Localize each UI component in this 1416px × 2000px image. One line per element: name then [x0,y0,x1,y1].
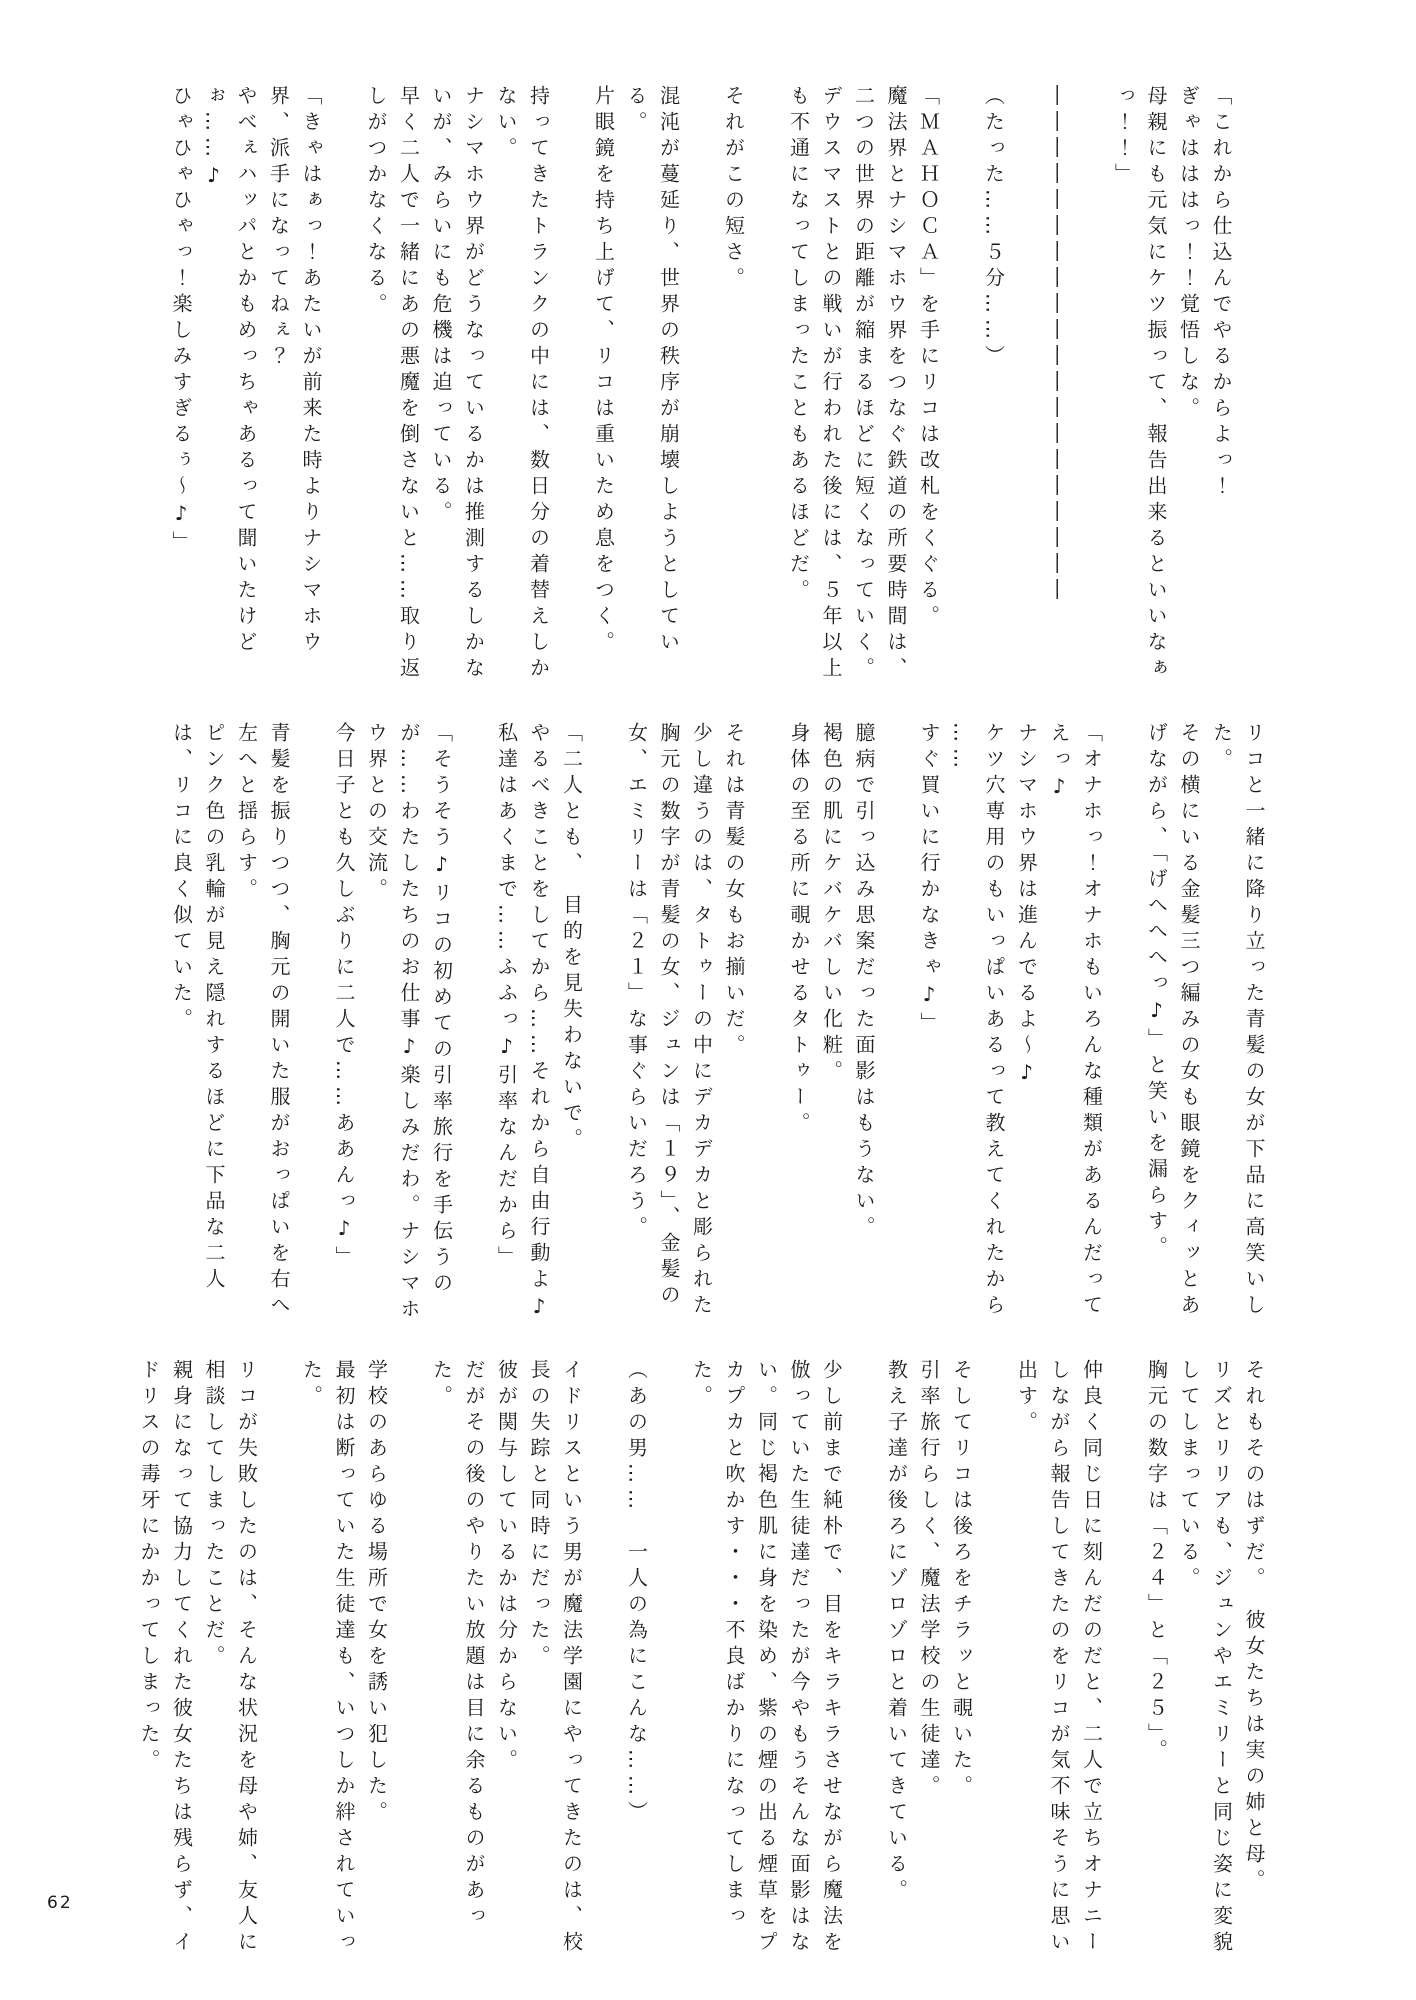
blank-line [1108,722,1141,1324]
blank-line [588,1359,621,1961]
text-line: そしてリコは後ろをチラッと覗いた。 [949,1359,974,1801]
text-line: 混沌が蔓延り、世界の秩序が崩壊しようとしている。 [624,85,681,657]
blank-line [555,85,588,687]
blank-line [393,1359,426,1961]
blank-line [685,85,718,687]
blank-line [880,722,913,1324]
text-line: 褐色の肌にケバケバしい化粧。 [819,722,844,1086]
text-line: その横にいる金髪三つ編みの女も眼鏡をクィッとあげながら、「げへへへっ♪」と笑いを漏らす。 [1144,722,1201,1320]
text-line: リコと一緒に降り立った青髪の女が下品に高笑いした。 [1209,722,1266,1320]
text-line: 最初は断っていた生徒達も、いつしか絆されていった。 [299,1359,356,1957]
blank-line [978,1359,1011,1961]
text-line: 胸元の数字は「２４」と「２５」。 [1144,1359,1169,1765]
text-band-middle [116,722,1270,1324]
text-line: 引率旅行らしく、魔法学校の生徒達。 [917,1359,941,1801]
text-line: …… [949,722,974,774]
text-line: ケツ穴専用のもいっぱいあるって教えてくれたから [982,722,1006,1320]
blank-line [653,1359,686,1961]
text-line: やべぇハッパとかもめっちゃあるって聞いたけどぉ……♪ [201,85,258,657]
text-line: 持ってきたトランクの中には、数日分の着替えしかない。 [494,85,551,683]
blank-line [1108,1359,1141,1961]
blank-line [750,85,783,687]
text-line: それは青髪の女もお揃いだ。 [722,722,746,1060]
text-line: やるべきことをしてから……それから自由行動よ♪ [527,722,551,1324]
text-line: 親身になって協力してくれた彼女たちは残らず、イドリスの毒牙にかかってしまった。 [137,1359,194,1957]
text-line: 少し前まで純朴で、目をキラキラさせながら魔法を倣っていた生徒達だったが今やもうそんな面影はない。同じ褐色肌に身を染め、紫の煙の出る煙草をプカプカと吹かす・・・不良ばかりになってしまった。 [689,1359,844,1957]
text-line: 身体の至る所に覗かせるタトゥー。 [787,722,811,1138]
text-line: リコが失敗したのは、そんな状況を母や姉、友人に相談してしまったことだ。 [202,1359,259,1957]
text-line: 「二人とも、 目的を見失わないで。 [559,722,584,1154]
text-line: 教え子達が後ろにゾロゾロと着いてきている。 [884,1359,909,1905]
text-band-top [116,85,1270,687]
text-line: 少し違うのは、タトゥーの中にデカデカと彫られた胸元の数字が青髪の女、ジュンは「１９」、金髪の女、エミリーは「２１」な事ぐらいだろう。 [624,722,714,1320]
blank-line [588,722,621,1324]
blank-line [1075,85,1108,687]
text-line: イドリスという男が魔法学園にやってきたのは、校長の失踪と同時にだった。 [527,1359,584,1957]
text-band-bottom [116,1359,1270,1961]
text-line: すぐ買いに行かなきゃ♪」 [917,722,941,1038]
blank-line [750,722,783,1324]
blank-line [848,1359,881,1961]
text-line: 彼が関与しているかは分からない。 [494,1359,519,1775]
text-line: ピンク色の乳輪が見え隠れするほどに下品な二人は、リコに良く似ていた。 [169,722,226,1294]
text-line: ナシマホウ界は進んでるよ〜♪ [1014,722,1039,1090]
text-line: だがその後のやりたい放題は目に余るものがあった。 [429,1359,486,1931]
text-line: ナシマホウ界がどうなっているかは推測するしかないが、みらいにも危機は迫っている。 [429,85,486,683]
text-line: （あの男…… 一人の為にこんな……） [624,1359,649,1827]
text-line: 今日子とも久しぶりに二人で……ああんっ♪」 [332,722,356,1272]
blank-line [1010,85,1043,687]
dashed-divider: ―――――――――――――――――――― [1046,85,1071,605]
text-line: 「ＭＡＨＯＣＡ」を手にリコは改札をくぐる。 [916,85,941,631]
text-line: 「これから仕込んでやるからよっ！ [1209,85,1233,501]
text-line: 片眼鏡を持ち上げて、リコは重いため息をつく。 [591,85,616,657]
blank-line [295,722,328,1324]
text-line: リズとリリアも、ジュンやエミリーと同じ姿に変貌してしまっている。 [1177,1359,1234,1957]
text-line: 母親にも元気にケツ振って、報告出来るといいなぁっ！！」 [1111,85,1168,683]
blank-line [945,85,978,687]
text-line: 「オナホっ！オナホもいろんな種類があるんだってえっ♪ [1047,722,1104,1320]
text-line: 魔法界とナシマホウ界をつなぐ鉄道の所要時間は、二つの世界の距離が縮まるほどに短くなっていく。デウスマストとの戦いが行われた後には、５年以上も不通になってしまったこともあるほどだ。 [786,85,908,683]
text-line: 仲良く同じ日に刻んだのだと、二人で立ちオナニーしながら報告してきたのをリコが気不味そうに思い出す。 [1014,1359,1104,1957]
blank-line [458,722,491,1324]
blank-line [263,1359,296,1961]
text-line: ぎゃはははっ！！覚悟しな。 [1176,85,1201,423]
text-line: 青髪を振りつつ、胸元の開いた服がおっぱいを右へ左へと揺らす。 [234,722,291,1320]
text-line: （たった……５分……） [981,85,1006,371]
text-line: 早く二人で一緒にあの悪魔を倒さないと……取り返しがつかなくなる。 [364,85,421,683]
text-line: それがこの短さ。 [721,85,746,293]
text-line: 私達はあくまで……ふふっ♪引率なんだから」 [494,722,519,1272]
blank-line [327,85,360,687]
text-line: 「きゃはぁっ！あたいが前来た時よりナシマホウ界、派手になってねぇ？ [266,85,323,657]
text-line: 臆病で引っ込み思案だった面影はもうない。 [852,722,876,1242]
text-line: 学校のあらゆる場所で女を誘い犯した。 [364,1359,389,1827]
text-line: 「そうそう♪リコの初めての引率旅行を手伝うのが……わたしたちのお仕事♪楽しみだわ。ナシマホウ界との交流。 [364,722,454,1324]
text-line: それもそのはずだ。 彼女たちは実の姉と母。 [1242,1359,1266,1895]
text-line: ひゃひゃひゃっ！楽しみすぎるぅ〜♪」 [169,85,193,557]
page-number: 62 [47,1893,73,1913]
